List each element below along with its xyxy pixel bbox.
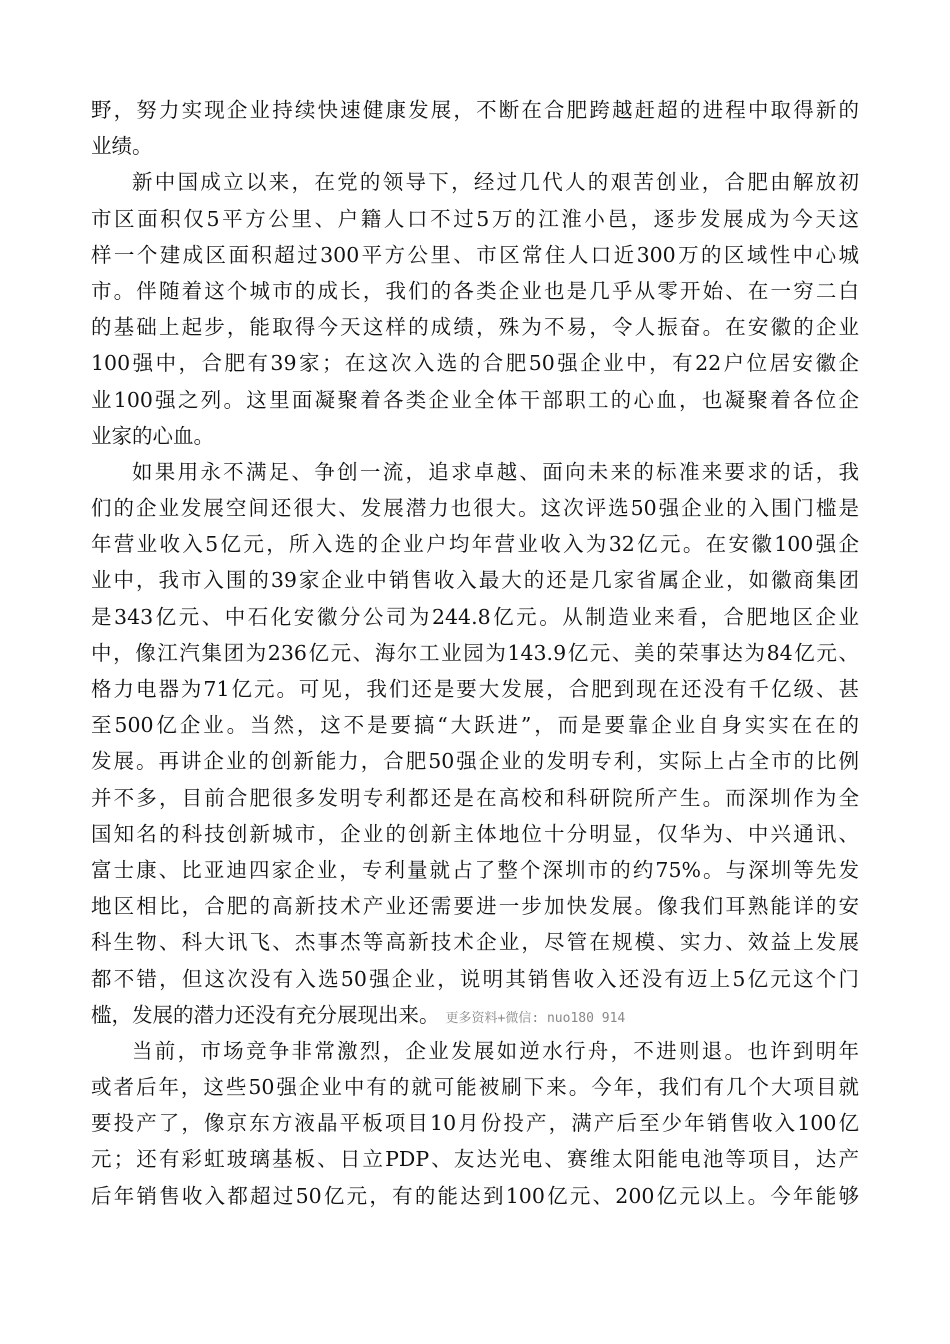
text-line: 新中国成立以来，在党的领导下，经过几代人的艰苦创业，合肥由解放初 (132, 170, 859, 195)
text-line: 都不错，但这次没有入选50强企业，说明其销售收入还没有迈上5亿元这个门 (91, 966, 859, 991)
contact-note: 更多资料+微信: nuo180 914 (445, 1010, 626, 1026)
text-line: 业中，我市入围的39家企业中销售收入最大的还是几家省属企业，如徽商集团 (91, 568, 859, 593)
text-line: 业家的心血。 (91, 423, 214, 448)
text-line: 市区面积仅5平方公里、户籍人口不过5万的江淮小邑，逐步发展成为今天这 (91, 206, 859, 231)
text-line: 们的企业发展空间还很大、发展潜力也很大。这次评选50强企业的入围门槛是 (91, 496, 859, 521)
text-line: 地区相比，合肥的高新技术产业还需要进一步加快发展。像我们耳熟能详的安 (91, 894, 859, 919)
text-line: 发展。再讲企业的创新能力，合肥50强企业的发明专利，实际上占全市的比例 (91, 749, 859, 774)
text-line: 业100强之列。这里面凝聚着各类企业全体干部职工的心血，也凝聚着各位企 (91, 387, 859, 412)
text-line: 或者后年，这些50强企业中有的就可能被刷下来。今年，我们有几个大项目就 (91, 1075, 859, 1100)
text-line: 科生物、科大讯飞、杰事杰等高新技术企业，尽管在规模、实力、效益上发展 (91, 930, 859, 955)
text-line: 100强中，合肥有39家；在这次入选的合肥50强企业中，有22户位居安徽企 (91, 351, 859, 376)
text-line: 后年销售收入都超过50亿元，有的能达到100亿元、200亿元以上。今年能够 (91, 1183, 859, 1208)
document-body (91, 92, 859, 1214)
text-line: 当前，市场竞争非常激烈，企业发展如逆水行舟，不进则退。也许到明年 (132, 1038, 859, 1063)
text-line: 中，像江汽集团为236亿元、海尔工业园为143.9亿元、美的荣事达为84亿元、 (91, 640, 859, 665)
text-line-content: 槛，发展的潜力还没有充分展现出来。 (91, 1002, 440, 1027)
text-line: 并不多，目前合肥很多发明专利都还是在高校和科研院所产生。而深圳作为全 (91, 785, 859, 810)
text-line (91, 997, 859, 1033)
text-line: 国知名的科技创新城市，企业的创新主体地位十分明显，仅华为、中兴通讯、 (91, 821, 859, 846)
text-line: 业绩。 (91, 134, 153, 159)
text-line: 富士康、比亚迪四家企业，专利量就占了整个深圳市的约75%。与深圳等先发 (91, 857, 859, 882)
text-line: 如果用永不满足、争创一流，追求卓越、面向未来的标准来要求的话，我 (132, 459, 859, 484)
text-line: 年营业收入5亿元，所入选的企业户均年营业收入为32亿元。在安徽100强企 (91, 532, 859, 557)
text-line: 的基础上起步，能取得今天这样的成绩，殊为不易，令人振奋。在安徽的企业 (91, 315, 859, 340)
text-line: 格力电器为71亿元。可见，我们还是要大发展，合肥到现在还没有千亿级、甚 (91, 677, 859, 701)
text-line: 要投产了，像京东方液晶平板项目10月份投产，满产后至少年销售收入100亿 (91, 1111, 859, 1136)
text-line: 样一个建成区面积超过300平方公里、市区常住人口近300万的区域性中心城 (91, 242, 859, 267)
text-line: 至500亿企业。当然，这不是要搞“大跃进”，而是要靠企业自身实实在在的 (91, 713, 859, 738)
text-line: 野，努力实现企业持续快速健康发展，不断在合肥跨越赶超的进程中取得新的 (91, 98, 859, 122)
text-line: 元；还有彩虹玻璃基板、日立PDP、友达光电、赛维太阳能电池等项目，达产 (91, 1147, 859, 1172)
text-line: 市。伴随着这个城市的成长，我们的各类企业也是几乎从零开始、在一穷二白 (91, 278, 859, 303)
text-line: 是343亿元、中石化安徽分公司为244.8亿元。从制造业来看，合肥地区企业 (91, 604, 859, 629)
